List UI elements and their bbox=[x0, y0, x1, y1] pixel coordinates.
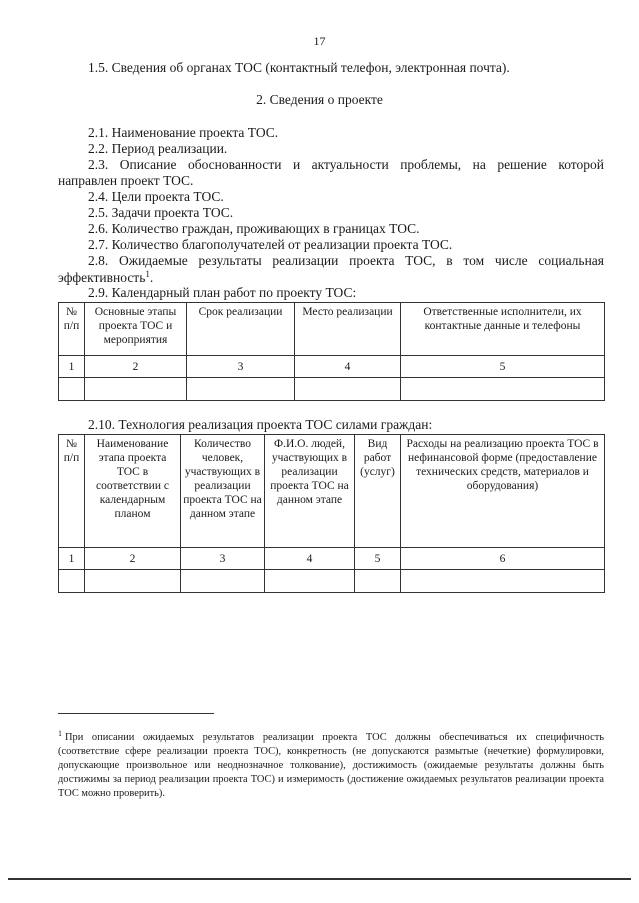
item-2-9: 2.9. Календарный план работ по проекту ТОС: bbox=[88, 285, 357, 300]
item-2-2: 2.2. Период реализации. bbox=[88, 141, 228, 156]
table-cell: 2 bbox=[85, 548, 181, 570]
item-2-4: 2.4. Цели проекта ТОС. bbox=[88, 189, 224, 204]
footnote-separator bbox=[58, 713, 214, 714]
table-header-cell: Расходы на реализацию проекта ТОС в нефинансовой форме (предоставление технических средств, материалов и оборудования) bbox=[401, 435, 605, 548]
table-header-cell: Место реализации bbox=[295, 303, 401, 356]
table-cell: 6 bbox=[401, 548, 605, 570]
table-header-cell: Вид работ (услуг) bbox=[355, 435, 401, 548]
table-cell bbox=[85, 378, 187, 401]
item-2-3-line1: 2.3. Описание обоснованности и актуальности проблемы, на решение которой bbox=[88, 157, 604, 172]
table-header-cell: № п/п bbox=[59, 303, 85, 356]
footnote bbox=[58, 727, 604, 801]
table-cell: 2 bbox=[85, 356, 187, 378]
table-cell bbox=[85, 570, 181, 593]
table-cell: 1 bbox=[59, 548, 85, 570]
table-cell: 3 bbox=[187, 356, 295, 378]
table-header-cell: Количество человек, участвующих в реализации проекта ТОС на данном этапе bbox=[181, 435, 265, 548]
item-2-5: 2.5. Задачи проекта ТОС. bbox=[88, 205, 234, 220]
table-header-row bbox=[59, 303, 605, 356]
table-cell bbox=[401, 378, 605, 401]
table-cell: 1 bbox=[59, 356, 85, 378]
table-cell bbox=[59, 378, 85, 401]
item-2-1: 2.1. Наименование проекта ТОС. bbox=[88, 125, 279, 140]
table-cell bbox=[295, 378, 401, 401]
table-cell: 4 bbox=[265, 548, 355, 570]
table-cell: 5 bbox=[355, 548, 401, 570]
table-cell bbox=[401, 570, 605, 593]
page-number: 17 bbox=[313, 34, 326, 48]
calendar-plan-table bbox=[58, 302, 605, 401]
table-cell: 3 bbox=[181, 548, 265, 570]
item-2-7: 2.7. Количество благополучателей от реализации проекта ТОС. bbox=[88, 237, 453, 252]
footnote-text: При описании ожидаемых результатов реализации проекта ТОС должны обеспечиваться их специфичность (соответствие сфере реализации проекта ТОС), конкретность (не допускаются размытые (нечеткие) формулировки, допускающие произвольное или неоднозначное толкование), достижимость (ожидаемые результаты должны быть достижимы за период реализации проекта ТОС) и измеримость (достижение ожидаемых результатов реализации проекта ТОС можно проверить). bbox=[58, 732, 604, 799]
table-cell bbox=[355, 570, 401, 593]
table-cell: 5 bbox=[401, 356, 605, 378]
table-empty-row bbox=[59, 570, 605, 593]
table-header-cell: Основные этапы проекта ТОС и мероприятия bbox=[85, 303, 187, 356]
item-2-6: 2.6. Количество граждан, проживающих в границах ТОС. bbox=[88, 221, 420, 236]
table-header-cell: Наименование этапа проекта ТОС в соответствии с календарным планом bbox=[85, 435, 181, 548]
table-cell bbox=[59, 570, 85, 593]
table-empty-row bbox=[59, 378, 605, 401]
page-bottom-rule bbox=[8, 878, 631, 880]
table-cell: 4 bbox=[295, 356, 401, 378]
table-header-cell: Срок реализации bbox=[187, 303, 295, 356]
footnote-marker: 1 bbox=[58, 729, 62, 738]
table-header-row bbox=[59, 435, 605, 548]
table-header-cell: № п/п bbox=[59, 435, 85, 548]
table-header-cell: Ответственные исполнители, их контактные данные и телефоны bbox=[401, 303, 605, 356]
table-cell bbox=[181, 570, 265, 593]
table-header-cell: Ф.И.О. людей, участвующих в реализации проекта ТОС на данном этапе bbox=[265, 435, 355, 548]
table-number-row bbox=[59, 548, 605, 570]
section-1-5: 1.5. Сведения об органах ТОС (контактный телефон, электронная почта). bbox=[88, 60, 510, 75]
table-number-row bbox=[59, 356, 605, 378]
item-2-10: 2.10. Технология реализация проекта ТОС силами граждан: bbox=[88, 417, 433, 432]
table-cell bbox=[187, 378, 295, 401]
technology-table bbox=[58, 434, 605, 593]
table-cell bbox=[265, 570, 355, 593]
item-2-8-line2 bbox=[58, 269, 153, 286]
footnote-ref: 1 bbox=[145, 269, 150, 279]
item-2-3-line2: направлен проект ТОС. bbox=[58, 173, 194, 188]
section-2-title: 2. Сведения о проекте bbox=[256, 92, 383, 107]
item-2-8-text: эффективность bbox=[58, 270, 146, 285]
item-2-8-line1: 2.8. Ожидаемые результаты реализации проекта ТОС, в том числе социальная bbox=[88, 253, 604, 268]
item-2-8-end: . bbox=[149, 270, 154, 285]
